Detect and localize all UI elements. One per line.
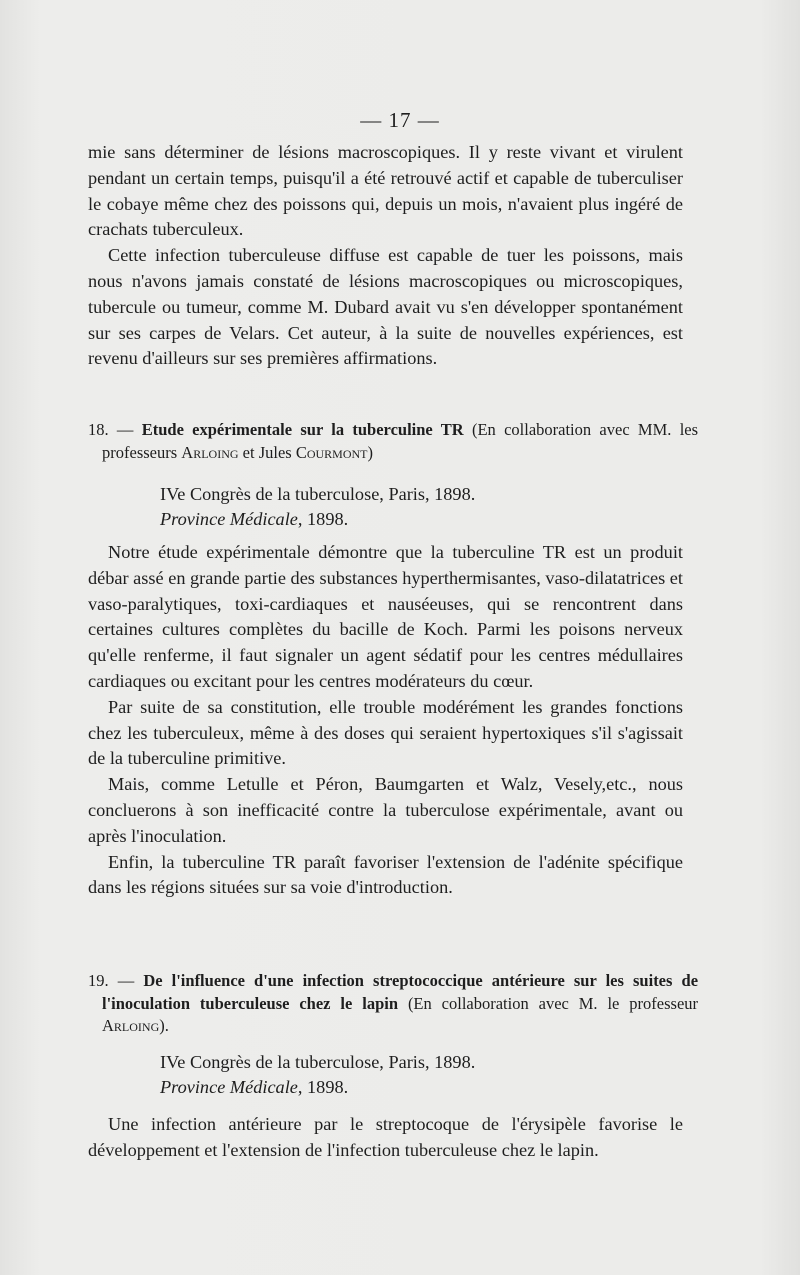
entry-18-paragraph-1: Notre étude expérimentale démontre que la tuberculine TR est un produit débar assé en grande partie des substances hyperthermisantes, vaso-dilatatrices et vaso-paralytiques, toxi-cardiaques et nauséeuses, qui se rencontrent dans certaines cultures complètes du bacille de Koch. Parmi les poisons nerveux qu'elle renferme, il faut signaler un agent sédatif pour les centres médullaires cardiaques ou excitant pour les centres modérateurs du cœur. — [88, 542, 683, 691]
entry-18-collab-prefix: (En collaboration avec MM. les professeurs — [102, 420, 699, 462]
page-number: — 17 — — [360, 108, 440, 132]
entry-19-congress: IVe Congrès de la tuberculose, Paris, 1898. — [160, 1052, 476, 1072]
entry-19-collab-suffix: ). — [159, 1016, 169, 1035]
entry-19-journal-line — [160, 1075, 475, 1100]
entry-19-journal-year: , 1898. — [297, 1077, 349, 1097]
intro-paragraph-2: Cette infection tuberculeuse diffuse est capable de tuer les poissons, mais nous n'avons jamais constaté de lésions macroscopiques ou microscopiques, tubercule ou tumeur, comme M. Dubard avait vu s'en développer spontanément sur ses carpes de Velars. Cet auteur, à la suite de nouvelles expériences, est revenu d'ailleurs sur ses premières affirmations. — [88, 245, 683, 369]
entry-18-number: 18. — — [88, 420, 134, 439]
entry-18-journal-line — [160, 507, 475, 532]
entry-18-journal-year: , 1898. — [297, 509, 349, 529]
entry-18-collab-name-1: Arloing — [181, 442, 239, 462]
entry-18-paragraph-4: Enfin, la tuberculine TR paraît favoriser l'extension de l'adénite spécifique dans les régions situées sur sa voie d'introduction. — [88, 851, 683, 898]
entry-19-collab-prefix: (En collaboration avec M. le professeur — [407, 993, 699, 1013]
entry-19-journal: Province Médicale — [160, 1077, 298, 1097]
entry-18-journal: Province Médicale — [160, 509, 298, 529]
entry-18-collab-suffix: ) — [367, 442, 374, 462]
entry-18-paragraph-2: Par suite de sa constitution, elle trouble modérément les grandes fonctions chez les tuberculeux, même à des doses qui seraient hypertoxiques s'il s'agissait de la tuberculine primitive. — [88, 696, 683, 769]
entry-19-paragraph-1: Une infection antérieure par le streptocoque de l'érysipèle favorise le développement et l'extension de l'infection tuberculeuse chez le lapin. — [88, 1114, 683, 1160]
entry-19-number: 19. — — [88, 971, 135, 990]
entry-18-heading — [88, 419, 698, 464]
entry-19-heading — [88, 970, 698, 1038]
entry-18-body — [88, 540, 683, 901]
entry-18-reference — [160, 482, 475, 532]
entry-19-body — [88, 1112, 683, 1164]
entry-19-collab-name-1: Arloing — [102, 1016, 160, 1035]
entry-19-title: De l'influence d'une infection streptococcique antérieure sur les suites de l'inoculation tuberculeuse chez le lapin — [102, 971, 699, 1013]
intro-paragraph-1: mie sans déterminer de lésions macroscopiques. Il y reste vivant et virulent pendant un certain temps, puisqu'il a été retrouvé actif et capable de tuberculiser le cobaye même chez des poissons qui, depuis un mois, n'avaient plus ingéré de crachats tuberculeux. — [88, 142, 683, 240]
intro-section — [88, 140, 683, 372]
entry-19-reference — [160, 1050, 475, 1100]
entry-18-collab-name-2: Courmont — [295, 442, 368, 462]
entry-18-title: Etude expérimentale sur la tuberculine TR — [141, 420, 464, 439]
entry-18-collab-mid: et Jules — [242, 442, 292, 462]
entry-18-paragraph-3: Mais, comme Letulle et Péron, Baumgarten et Walz, Vesely,etc., nous concluerons à son inefficacité contre la tuberculose expérimentale, avant ou après l'inoculation. — [88, 774, 683, 846]
entry-18-congress: IVe Congrès de la tuberculose, Paris, 1898. — [160, 484, 476, 504]
